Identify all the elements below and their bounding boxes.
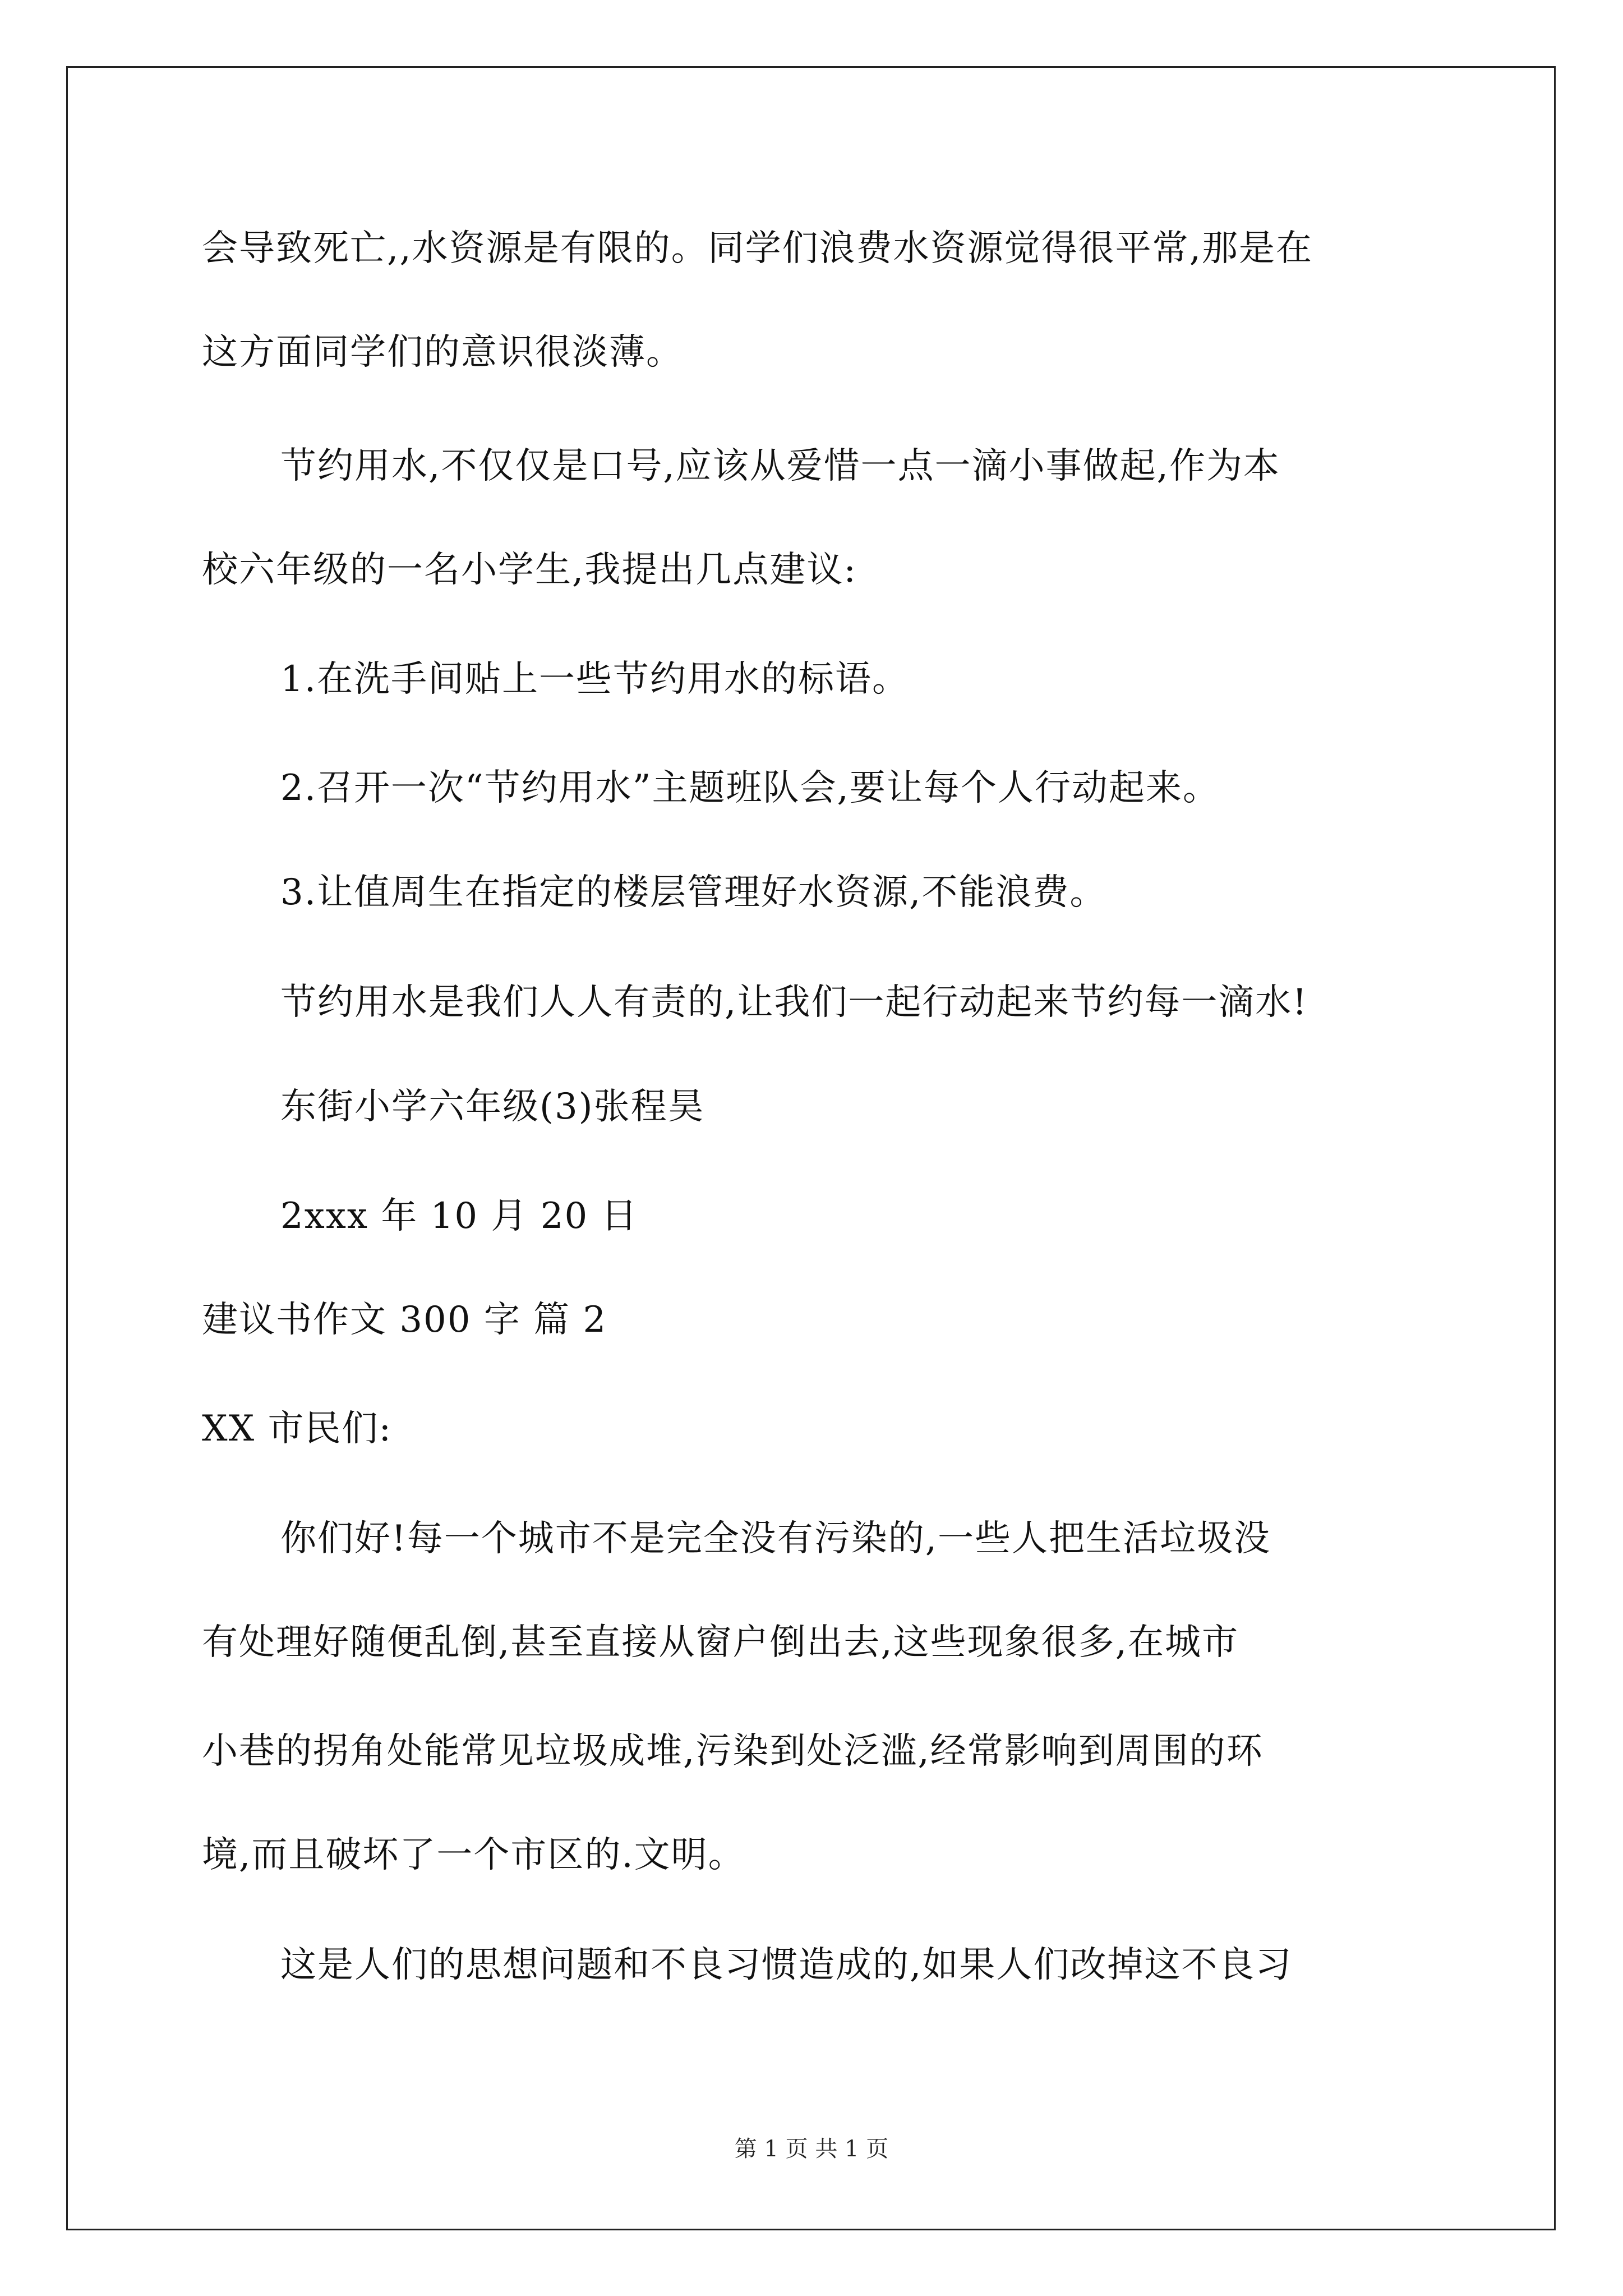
signature-line: 东街小学六年级(3)张程昊	[280, 1086, 705, 1128]
page-number-footer: 第 1 页 共 1 页	[734, 2136, 889, 2162]
paragraph-line: 小巷的拐角处能常见垃圾成堆,污染到处泛滥,经常影响到周围的环	[202, 1731, 1264, 1772]
list-item: 2.召开一次“节约用水”主题班队会,要让每个人行动起来。	[280, 767, 1220, 809]
page-border	[66, 66, 1556, 2230]
paragraph-line: 境,而且破坏了一个市区的.文明。	[202, 1834, 745, 1876]
paragraph-line: 节约用水,不仅仅是口号,应该从爱惜一点一滴小事做起,作为本	[280, 445, 1281, 487]
list-item: 1.在洗手间贴上一些节约用水的标语。	[280, 659, 910, 700]
date-line: 2xxx 年 10 月 20 日	[280, 1195, 638, 1237]
paragraph-line: 这是人们的思想问题和不良习惯造成的,如果人们改掉这不良习	[280, 1944, 1293, 1986]
list-item: 3.让值周生在指定的楼层管理好水资源,不能浪费。	[280, 872, 1107, 913]
paragraph-line: 这方面同学们的意识很淡薄。	[202, 332, 683, 373]
paragraph-line: 校六年级的一名小学生,我提出几点建议:	[202, 549, 857, 591]
section-heading: 建议书作文 300 字 篇 2	[202, 1299, 607, 1341]
paragraph-line: 会导致死亡,,水资源是有限的。同学们浪费水资源觉得很平常,那是在	[202, 228, 1313, 269]
paragraph-line: 节约用水是我们人人有责的,让我们一起行动起来节约每一滴水!	[280, 982, 1308, 1023]
paragraph-line: 有处理好随便乱倒,甚至直接从窗户倒出去,这些现象很多,在城市	[202, 1622, 1239, 1663]
paragraph-line: 你们好!每一个城市不是完全没有污染的,一些人把生活垃圾没	[280, 1518, 1271, 1559]
salutation: XX 市民们:	[202, 1408, 393, 1450]
